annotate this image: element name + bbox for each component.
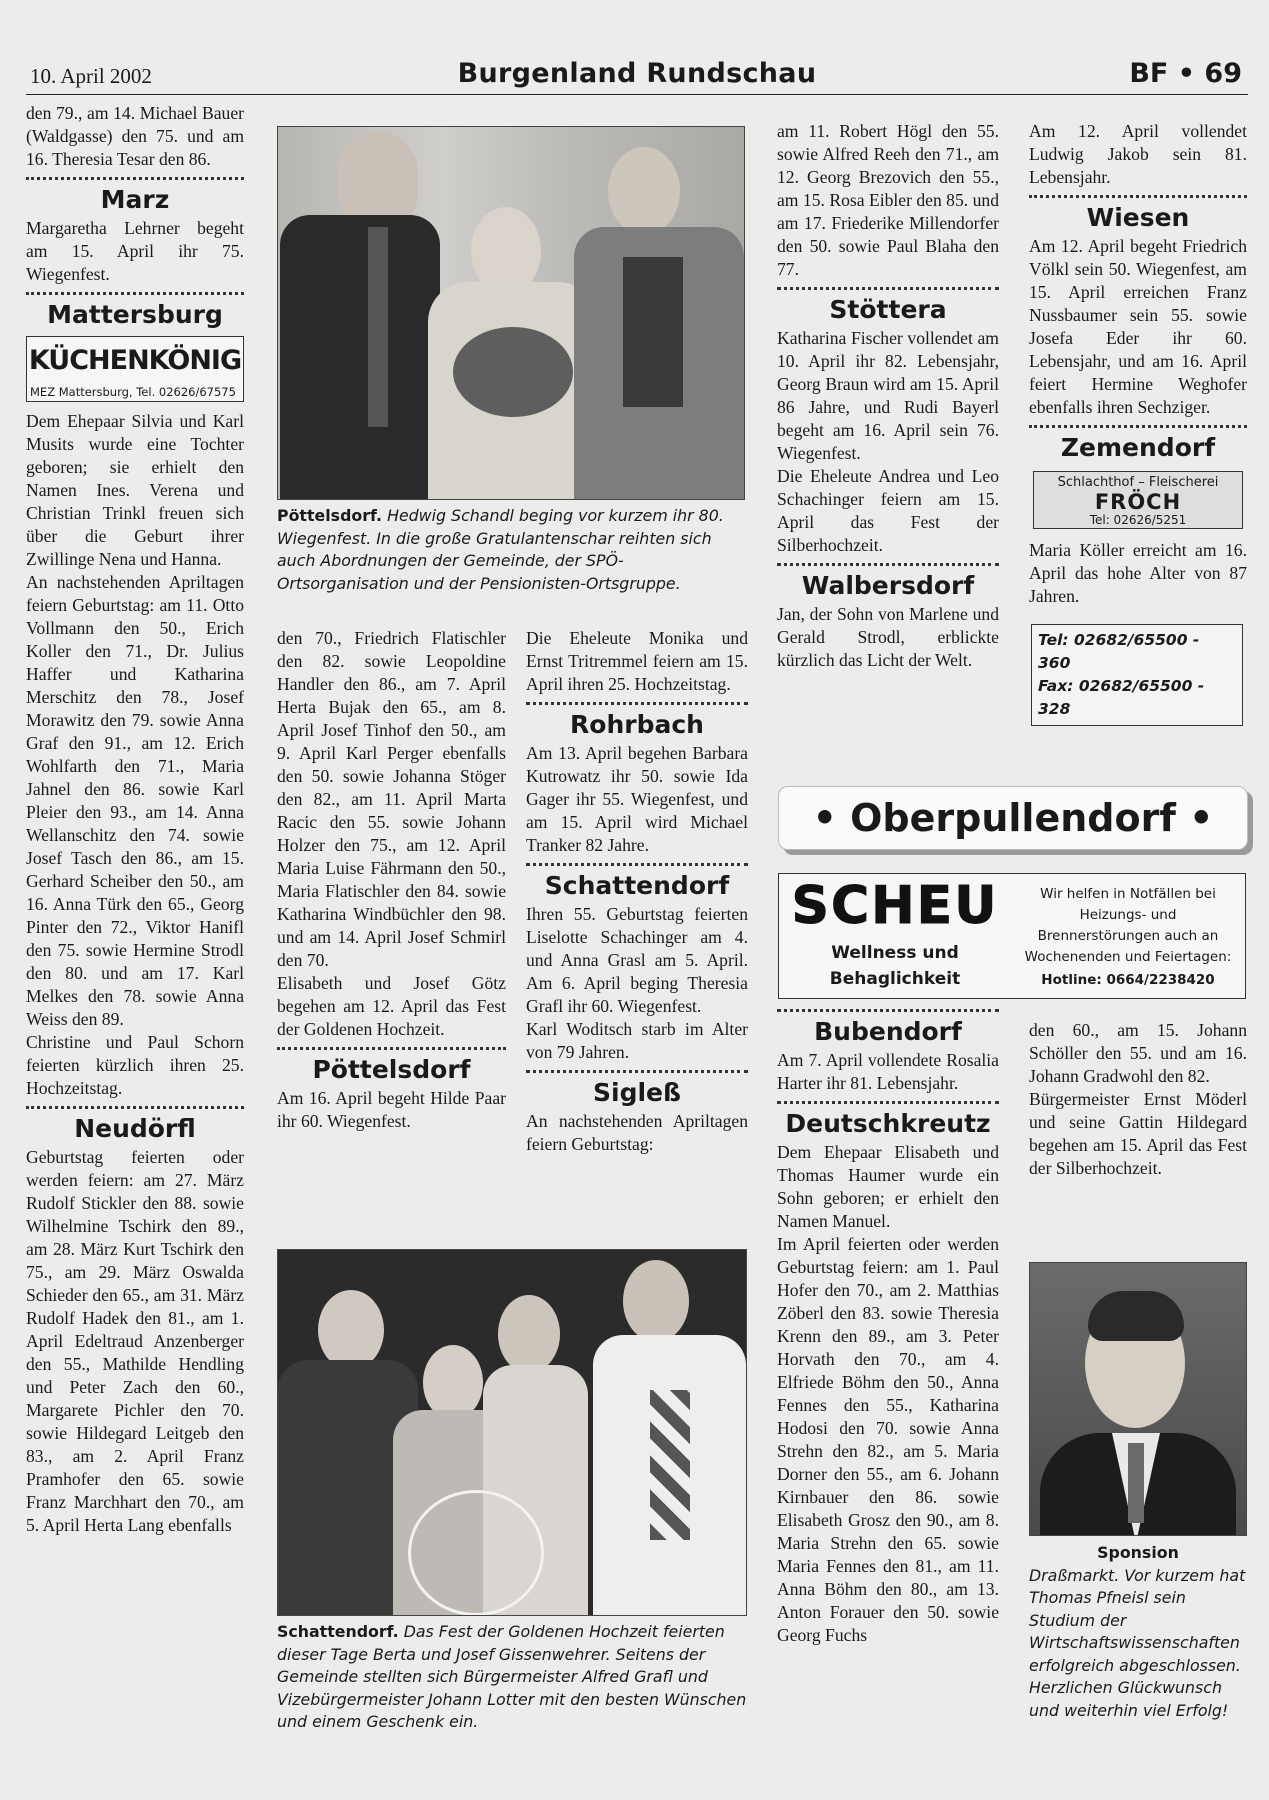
- article-text: Christine und Paul Schorn feierten kürzlich ihren 25. Hochzeitstag.: [26, 1032, 244, 1098]
- page-header: [26, 56, 1248, 95]
- article-text: den 60., am 15. Johann Schöller den 55. und am 16. Johann Gradwohl den 82.: [1029, 1020, 1247, 1086]
- section-heading-deutschkreutz: Deutschkreutz: [785, 1109, 991, 1138]
- caption-text: Das Fest der Goldenen Hochzeit feierten dieser Tage Berta und Josef Gissenwehrer. Seitens der Gemeinde stellten sich Bürgermeister Alfred Grafl und Vizebürgermeister Johann Lotter mit den besten Wünschen und einem Geschenk ein.: [277, 1622, 747, 1731]
- dotted-divider: [26, 177, 244, 180]
- dotted-divider: [777, 563, 999, 566]
- column-4-bottom: [777, 1003, 999, 1647]
- article-text: An nachstehenden Apriltagen feiern Geburtstag: am 11. Otto Vollmann den 50., Erich Koller den 71., Dr. Julius Haffer und Katharina Merschitz den 78., Josef Morawitz den 79. sowie Anna Graf den 91., am 12. Erich Wohlfarth den 71., Maria Jahnel den 86. sowie Karl Pleier den 93., am 14. Anna Wellanschitz den 74. sowie Josef Tasch den 86., am 15. Gerhard Scheiber den 50., am 16. Anna Türk den 65., Georg Pinter den 72., Viktor Hanifl den 75. sowie Hermine Strodl den 80. und am 17. Karl Melkes den 78. sowie Anna Weiss den 89.: [26, 572, 244, 1029]
- column-5: [1029, 120, 1247, 726]
- article-text: Jan, der Sohn von Marlene und Gerald Strodl, erblickte kürzlich das Licht der Welt.: [777, 604, 999, 670]
- ad-line: Schlachthof – Fleischerei: [1057, 475, 1219, 490]
- article-text: Elisabeth und Josef Götz begehen am 12. April das Fest der Goldenen Hochzeit.: [277, 973, 506, 1039]
- column-3: [526, 627, 748, 1156]
- ad-brand: FRÖCH: [1094, 490, 1182, 514]
- photo-caption-sponsion: [1029, 1542, 1247, 1722]
- article-text: Am 12. April begeht Friedrich Völkl sein 50. Wiegenfest, am 15. April erreichen Franz Nussbaumer sein 55. sowie Josefa Eder ihr 60. Lebensjahr, und am 16. April feiert Hermine Weghofer ebenfalls ihren Sechziger.: [1029, 236, 1247, 417]
- section-heading-marz: Marz: [100, 185, 170, 214]
- dotted-divider: [26, 1106, 244, 1109]
- column-4: [777, 120, 999, 672]
- ad-hotline: Hotline: 0664/2238420: [1041, 972, 1215, 988]
- article-text: den 70., Friedrich Flatischler den 82. sowie Leopoldine Handler den 86., am 7. April Herta Bujak den 65., am 8. April Josef Tinhof den 50., am 9. April Karl Perger ebenfalls den 50. sowie Johanna Stöger den 82., am 11. April Marta Racic den 55. sowie Johann Holzer den 75., am 12. April Maria Luise Fährmann den 50., Maria Flatischler den 84. sowie Katharina Windbüchler den 98. und am 14. April Josef Schmirl den 70.: [277, 628, 506, 970]
- article-text: Ihren 55. Geburtstag feierten Liselotte Schachinger am 4. und Anna Grasl am 5. April. Am 6. April beging Theresia Grafl ihr 60. Wiegenfest.: [526, 904, 748, 1016]
- ad-address: MEZ Mattersburg, Tel. 02626/67575: [30, 385, 236, 399]
- caption-place: Schattendorf.: [277, 1622, 399, 1641]
- caption-text: Hedwig Schandl beging vor kurzem ihr 80. Wiegenfest. In die große Gratulantenschar reihten sich auch Abordnungen der Gemeinde, der SPÖ-Ortsorganisation und der Pensionisten-Ortsgruppe.: [277, 506, 724, 593]
- photo-caption-poettelsdorf: [277, 505, 747, 595]
- article-text: Maria Köller erreicht am 16. April das hohe Alter von 87 Jahren.: [1029, 540, 1247, 606]
- photo-poettelsdorf: [277, 126, 745, 500]
- header-page-number: BF • 69: [1129, 58, 1242, 89]
- dotted-divider: [1029, 195, 1247, 198]
- photo-schattendorf: [277, 1249, 747, 1616]
- section-heading-schattendorf: Schattendorf: [544, 871, 730, 900]
- section-heading-neudoerfl: Neudörfl: [74, 1114, 196, 1143]
- article-text: Margaretha Lehrner begeht am 15. April ihr 75. Wiegenfest.: [26, 218, 244, 284]
- section-heading-rohrbach: Rohrbach: [570, 710, 704, 739]
- article-text: Bürgermeister Ernst Möderl und seine Gattin Hildegard begehen am 15. April das Fest der Silberhochzeit.: [1029, 1089, 1247, 1178]
- article-text: Die Eheleute Monika und Ernst Tritremmel feiern am 15. April ihren 25. Hochzeitstag.: [526, 628, 748, 694]
- article-text: den 79., am 14. Michael Bauer (Waldgasse) den 75. und am 16. Theresia Tesar den 86.: [26, 103, 244, 169]
- ad-kuechenkoenig: [26, 336, 244, 402]
- column-1: [26, 102, 244, 1537]
- column-5-bottom: [1029, 1019, 1247, 1180]
- ad-froech: [1033, 471, 1243, 529]
- dotted-divider: [526, 863, 748, 866]
- section-heading-mattersburg: Mattersburg: [47, 300, 223, 329]
- article-text: Dem Ehepaar Elisabeth und Thomas Haumer wurde ein Sohn geboren; er erhielt den Namen Manuel.: [777, 1142, 999, 1231]
- dotted-divider: [1029, 425, 1247, 428]
- section-heading-zemendorf: Zemendorf: [1060, 433, 1216, 462]
- article-text: Am 7. April vollendete Rosalia Harter ihr 81. Lebensjahr.: [777, 1050, 999, 1093]
- ad-text: Wir helfen in Notfällen bei Heizungs- und Brennerstörungen auch an Wochenenden und Feiertagen:: [1024, 886, 1232, 965]
- caption-title: Sponsion: [1097, 1543, 1179, 1562]
- article-text: am 11. Robert Högl den 55. sowie Alfred Reeh den 71., am 12. Georg Brezovich den 55., am 15. Rosa Eibler den 85. und am 17. Friederike Millendorfer den 50. sowie Paul Blaha den 77.: [777, 121, 999, 279]
- article-text: Die Eheleute Andrea und Leo Schachinger feiern am 15. April das Fest der Silberhochzeit.: [777, 466, 999, 555]
- dotted-divider: [777, 1009, 999, 1012]
- photo-sponsion: [1029, 1262, 1247, 1536]
- header-title: Burgenland Rundschau: [457, 58, 817, 89]
- article-text: Katharina Fischer vollendet am 10. April ihr 82. Lebensjahr, Georg Braun wird am 15. April 86 Jahre, und Rudi Bayerl begeht am 16. April sein 76. Wiegenfest.: [777, 328, 999, 463]
- caption-text: Draßmarkt. Vor kurzem hat Thomas Pfneisl sein Studium der Wirtschaftswissenschaften erfolgreich abgeschlossen. Herzlichen Glückwunsch und weiterhin viel Erfolg!: [1029, 1565, 1246, 1720]
- dotted-divider: [777, 1101, 999, 1104]
- dotted-divider: [526, 702, 748, 705]
- contact-tel: Tel: 02682/65500 - 360: [1038, 631, 1200, 672]
- ad-brand: SCHEU: [791, 876, 999, 936]
- article-text: Karl Woditsch starb im Alter von 79 Jahren.: [526, 1019, 748, 1062]
- column-2: [277, 627, 506, 1133]
- ad-brand: KÜCHENKÖNIG: [28, 345, 242, 376]
- photo-caption-schattendorf: [277, 1621, 747, 1734]
- section-heading-wiesen: Wiesen: [1086, 203, 1190, 232]
- ad-tagline-1: Wellness und: [831, 943, 959, 963]
- contact-fax: Fax: 02682/65500 - 328: [1038, 677, 1205, 718]
- dotted-divider: [777, 287, 999, 290]
- contact-box: [1031, 624, 1243, 726]
- article-text: An nachstehenden Apriltagen feiern Geburtstag:: [526, 1111, 748, 1154]
- ad-tagline-2: Behaglichkeit: [829, 969, 961, 989]
- section-heading-sigless: Sigleß: [593, 1078, 681, 1107]
- ad-tagline: [781, 940, 1009, 992]
- dotted-divider: [277, 1047, 506, 1050]
- header-date: 10. April 2002: [30, 64, 152, 88]
- section-heading-bubendorf: Bubendorf: [814, 1017, 962, 1046]
- dotted-divider: [526, 1070, 748, 1073]
- article-text: Im April feierten oder werden Geburtstag feiern: am 1. Paul Hofer den 70., am 2. Matthias Zöberl den 83. sowie Theresia Krenn den 89., am 3. Peter Horvath den 70., am 4. Elfriede Böhm den 50., Anna Fennes den 55., Katharina Hodosi den 70. sowie Anna Strehn den 82., am 5. Maria Dorner den 55., am 6. Johann Kirnbauer den 86. sowie Elisabeth Grosz den 90., am 8. Maria Strehn den 65. sowie Maria Fennes den 81., am 11. Anna Böhm den 80., am 13. Anton Forauer den 50. sowie Georg Fuchs: [777, 1234, 999, 1645]
- section-heading-stoettera: Stöttera: [829, 295, 947, 324]
- section-heading-poettelsdorf: Pöttelsdorf: [312, 1055, 471, 1084]
- article-text: Am 12. April vollendet Ludwig Jakob sein 81. Lebensjahr.: [1029, 121, 1247, 187]
- article-text: Am 13. April begehen Barbara Kutrowatz ihr 50. sowie Ida Gager ihr 55. Wiegenfest, und am 15. April wird Michael Tranker 82 Jahre.: [526, 743, 748, 855]
- caption-place: Pöttelsdorf.: [277, 506, 383, 525]
- dotted-divider: [26, 292, 244, 295]
- article-text: Am 16. April begeht Hilde Paar ihr 60. Wiegenfest.: [277, 1088, 506, 1131]
- ad-tel: Tel: 02626/5251: [1089, 513, 1187, 527]
- ad-scheu: [778, 873, 1246, 999]
- article-text: Geburtstag feierten oder werden feiern: am 27. März Rudolf Stickler den 88. sowie Wilhelmine Tschirk den 89., am 28. März Kurt Tschirk den 75., am 29. März Oswalda Schieder den 65., am 31. März Rudolf Hadek den 81., am 1. April Edeltraud Anzenberger den 55., Mathilde Hendling und Peter Zach den 60., Margarete Pichler den 70. sowie Hildegard Leitgeb den 83., am 2. April Franz Pramhofer den 65. sowie Franz Marchhart den 70., am 5. April Herta Lang ebenfalls: [26, 1147, 244, 1535]
- article-text: Dem Ehepaar Silvia und Karl Musits wurde eine Tochter geboren; sie erhielt den Namen Ines. Verena und Christian Trinkl freuen sich über die Geburt ihrer Zwillinge Nena und Hanna.: [26, 411, 244, 569]
- section-heading-walbersdorf: Walbersdorf: [801, 571, 975, 600]
- region-banner-oberpullendorf: • Oberpullendorf •: [778, 786, 1248, 850]
